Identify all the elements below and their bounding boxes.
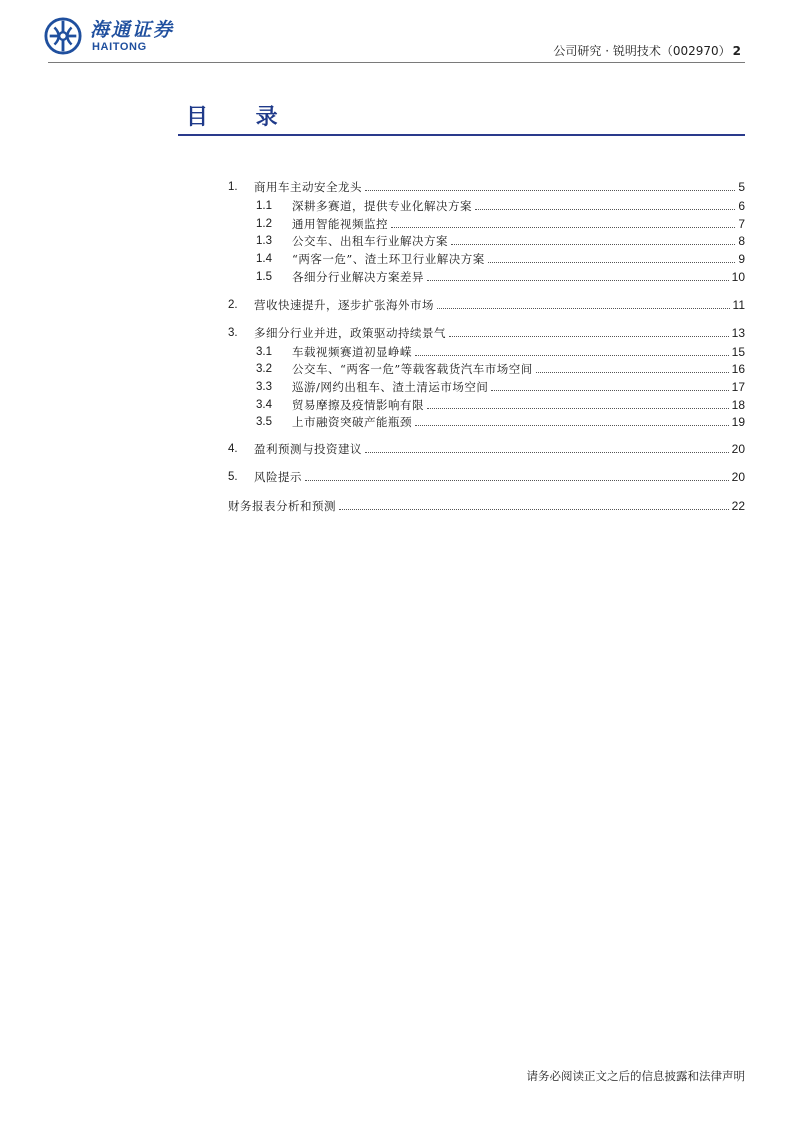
toc-entry-title: 巡游/网约出租车、渣土清运市场空间 <box>292 380 489 394</box>
toc-entry-page: 10 <box>731 270 745 284</box>
toc-leader-dots <box>305 480 729 481</box>
toc-entry-number: 1.2 <box>256 218 272 230</box>
toc-entry-page: 20 <box>731 442 745 456</box>
toc-entry-number: 3.5 <box>256 416 272 428</box>
toc-entry-page: 16 <box>731 362 745 376</box>
toc-entry[interactable] <box>256 395 745 413</box>
toc-entry[interactable] <box>256 249 745 267</box>
toc-leader-dots <box>427 408 729 409</box>
report-meta <box>553 42 741 59</box>
toc-entry-title: 通用智能视频监控 <box>292 217 388 231</box>
toc-entry-number: 2. <box>228 299 238 311</box>
toc-entry-number: 3.3 <box>256 381 272 393</box>
toc-entry-title: 风险提示 <box>254 470 302 484</box>
toc-leader-dots <box>427 280 729 281</box>
toc-leader-dots <box>449 336 729 337</box>
toc-entry[interactable] <box>256 342 745 360</box>
toc-entry-title: 车载视频赛道初显峥嵘 <box>292 345 412 359</box>
toc-entry[interactable] <box>228 467 745 485</box>
toc-entry[interactable] <box>228 177 745 195</box>
toc-entry-page: 18 <box>731 398 745 412</box>
toc-entry-number: 1. <box>228 181 238 193</box>
toc-entry[interactable] <box>256 214 745 232</box>
toc-entry-title: 深耕多赛道，提供专业化解决方案 <box>292 199 472 213</box>
toc-entry-number: 3. <box>228 327 238 339</box>
toc-entry[interactable] <box>228 496 745 514</box>
toc-entry-page: 9 <box>738 252 745 266</box>
toc-entry-number: 4. <box>228 443 238 455</box>
report-category: 公司研究 · 锐明技术（002970） <box>553 44 731 58</box>
toc-entry-title: 盈利预测与投资建议 <box>254 442 362 456</box>
toc-entry-page: 6 <box>738 199 745 213</box>
toc-entry-title: 商用车主动安全龙头 <box>254 180 362 194</box>
toc-entry-number: 1.3 <box>256 235 272 247</box>
brand-name-en: HAITONG <box>92 41 147 53</box>
toc-entry-title: 公交车、出租车行业解决方案 <box>292 234 448 248</box>
toc-leader-dots <box>415 355 729 356</box>
toc-leader-dots <box>536 372 729 373</box>
toc-leader-dots <box>437 308 730 309</box>
toc-leader-dots <box>488 262 736 263</box>
toc-entry-page: 11 <box>732 298 745 312</box>
toc-entry[interactable] <box>228 439 745 457</box>
toc-entry-page: 8 <box>738 234 745 248</box>
haitong-logo-icon <box>44 17 82 55</box>
toc-title-divider <box>178 134 745 136</box>
toc-entry[interactable] <box>228 323 745 341</box>
toc-entry-page: 19 <box>731 415 745 429</box>
toc-leader-dots <box>365 190 735 191</box>
toc-leader-dots <box>415 425 729 426</box>
toc-entry-title: 营收快速提升，逐步扩张海外市场 <box>254 298 434 312</box>
toc-entry-page: 17 <box>731 380 745 394</box>
toc-entry-title: 公交车、“两客一危”等载客载货汽车市场空间 <box>292 362 533 376</box>
toc-entry-number: 3.4 <box>256 399 272 411</box>
company-logo <box>44 16 174 56</box>
toc-entry-title: 多细分行业并进，政策驱动持续景气 <box>254 326 446 340</box>
toc-entry-number: 1.1 <box>256 200 272 212</box>
header-divider <box>48 62 745 63</box>
legal-disclaimer: 请务必阅读正文之后的信息披露和法律声明 <box>526 1069 745 1083</box>
toc-leader-dots <box>475 209 735 210</box>
toc-entry-number: 1.4 <box>256 253 272 265</box>
toc-leader-dots <box>339 509 729 510</box>
toc-entry-title: 上市融资突破产能瓶颈 <box>292 415 412 429</box>
toc-entry-title: 各细分行业解决方案差异 <box>292 270 424 284</box>
toc-entry[interactable] <box>256 377 745 395</box>
toc-entry[interactable] <box>256 231 745 249</box>
toc-entry-number: 5. <box>228 471 238 483</box>
toc-entry[interactable] <box>228 295 745 313</box>
toc-entry-title: 财务报表分析和预测 <box>228 499 336 513</box>
page-number: 2 <box>732 44 741 58</box>
toc-entry-page: 5 <box>738 180 745 194</box>
toc-leader-dots <box>391 227 735 228</box>
toc-entry-page: 20 <box>731 470 745 484</box>
toc-entry[interactable] <box>256 267 745 285</box>
toc-entry[interactable] <box>256 359 745 377</box>
toc-title: 目 录 <box>186 105 298 130</box>
toc-entry-number: 3.1 <box>256 346 272 358</box>
toc-leader-dots <box>451 244 735 245</box>
toc-entry-page: 22 <box>731 499 745 513</box>
toc-leader-dots <box>365 452 729 453</box>
toc-entry[interactable] <box>256 412 745 430</box>
toc-entry-page: 15 <box>731 345 745 359</box>
toc-entry-title: “两客一危”、渣土环卫行业解决方案 <box>292 252 485 266</box>
toc-entry-page: 7 <box>738 217 745 231</box>
toc-entry-number: 3.2 <box>256 363 272 375</box>
toc-leader-dots <box>491 390 728 391</box>
brand-name-cn: 海通证券 <box>90 19 175 41</box>
toc-entry-title: 贸易摩擦及疫情影响有限 <box>292 398 424 412</box>
toc-entry[interactable] <box>256 196 745 214</box>
toc-entry-page: 13 <box>731 326 745 340</box>
toc-entry-number: 1.5 <box>256 271 272 283</box>
